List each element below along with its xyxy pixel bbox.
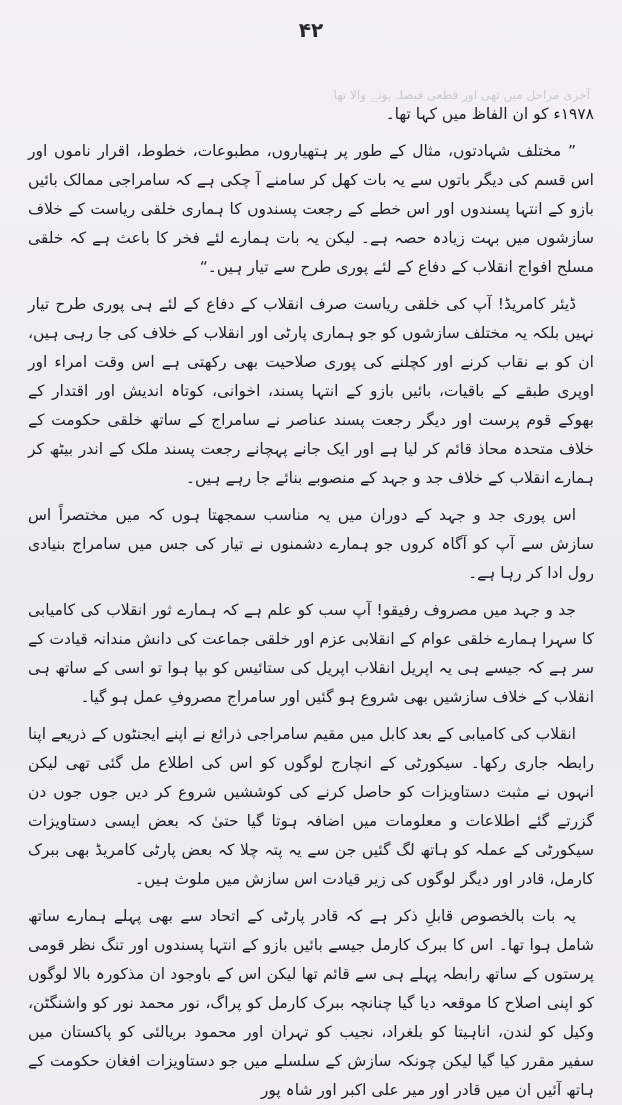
paragraph-ambassadors: یہ بات بالخصوص قابلِ ذکر ہے کہ قادر پارٹی کے اتحاد سے بھی پہلے ہمارے ساتھ شامل ہوا تھا۔ اس کا ببرک کارمل جیسے بائیں بازو کے انتہا پسندوں اور تنگ نظر قومی پرستوں کے ساتھ رابطہ پہلے ہی سے قائم تھا لیکن اس کے باوجود ان مذکورہ بالا لوگوں کو اپنی اصلاح کا موقعہ دیا گیا چنانچہ ببرک کارمل کو پراگ، نور محمد نور کو واشنگٹن، وکیل کو لندن، اناہیتا کو بلغراد، نجیب کو تہران اور محمود بریالئی کو پاکستان میں سفیر مقرر کیا گیا لیکن چونکہ سازش کے سلسلے میں جو دستاویزات افغان حکومت کے ہاتھ آئیں ان میں قادر اور میر علی اکبر اور شاہ پور	[28, 907, 594, 1099]
paragraph-quote: ” مختلف شہادتوں، مثال کے طور پر ہتھیاروں، مطبوعات، خطوط، اقرار ناموں اور اس قسم کی دیگر باتوں سے یہ بات کھل کر سامنے آ چکی ہے کہ سامراجی ممالک بائیں بازو کے انتہا پسندوں اور اس خطے کے رجعت پسندوں کا ہماری خلقی ریاست کے خلاف سازشوں میں بہت زیادہ حصہ ہے۔ لیکن یہ بات ہمارے لئے فخر کا باعث ہے کہ خلقی مسلح افواج انقلاب کے دفاع کے لئے پوری طرح سے تیار ہیں۔“	[28, 142, 594, 276]
paragraph-comrade-address: ڈیئر کامریڈ! آپ کی خلقی ریاست صرف انقلاب کے دفاع کے لئے ہی پوری طرح تیار نہیں بلکہ یہ مختلف سازشوں کو جو ہماری پارٹی اور انقلاب کے خلاف کی جا رہی ہیں، ان کو بے نقاب کرنے اور کچلنے کی پوری صلاحیت بھی رکھتی ہے اس وقت امراء اور اوپری طبقے کے باقیات، بائیں بازو کے انتہا پسند، اخوانی، کوتاہ اندیش اور اقتدار کے بھوکے قوم پرست اور دیگر رجعت پسند عناصر نے سامراج کے ساتھ خلقی حکومت کے خلاف متحدہ محاذ قائم کر لیا ہے اور ایک جانے پہچانے رجعت پسند ملک کے اندر بیٹھ کر ہمارے انقلاب کے خلاف جد و جہد کے منصوبے بنائے جا رہے ہیں۔	[28, 295, 594, 487]
bleed-through-text: ﺁﺧﺮﯼ ﻣﺮﺍﺣﻞ ﻣﯿﮟ ﺗﮭﯽ ﺍﻭﺭ ﻗﻄﻌﯽ ﻓﯿﺼﻠﮧ ﮨﻮﻧﮯ ﻭﺍﻻ ﺗﮭﺎ	[333, 88, 590, 102]
paragraph-conspiracy-intro: اس پوری جد و جہد کے دوران میں یہ مناسب سمجھتا ہوں کہ میں مختصراً اس سازش سے آپ کو آگاہ کروں جو ہمارے دشمنوں نے تیار کی جس میں سامراج بنیادی رول ادا کر رہا ہے۔	[28, 506, 594, 582]
body-text	[28, 100, 594, 1099]
paragraph-security-reports: انقلاب کی کامیابی کے بعد کابل میں مقیم سامراجی ذرائع نے اپنے ایجنٹوں کے ذریعے اپنا رابطہ جاری رکھا۔ سیکورٹی کے انچارج لوگوں کو اس کی اطلاع مل گئی تھی لیکن انہوں نے مثبت دستاویزات کو حاصل کرنے کی کوششیں شروع کر دیں جوں جوں دن گزرتے گئے اطلاعات و معلومات میں اضافہ ہوتا گیا حتیٰ کہ بعض ایسی دستاویزات سیکورٹی کے عملہ کو ہاتھ لگ گئیں جن سے یہ پتہ چلا کہ بعض پارٹی کامریڈ بھی ببرک کارمل، قادر اور دیگر لوگوں کی زیر قیادت اس سازش میں ملوث ہیں۔	[28, 725, 594, 888]
page-number: ۴۲	[298, 18, 324, 42]
paragraph-date-line: ۱۹۷۸ء کو ان الفاظ میں کہا تھا۔	[385, 105, 594, 123]
paragraph-revolution-success: جد و جہد میں مصروف رفیقو! آپ سب کو علم ہے کہ ہمارے ثور انقلاب کی کامیابی کا سہرا ہمارے خلقی عوام کے انقلابی عزم اور خلقی جماعت کی دانش مندانہ قیادت کے سر ہے کہ جیسے ہی یہ اپریل انقلاب اپریل کی ستائیس کو بپا ہوا تو اسی کے ساتھ ہی انقلاب کے خلاف سازشیں بھی شروع ہو گئیں اور سامراج مصروفِ عمل ہو گیا۔	[28, 601, 594, 706]
